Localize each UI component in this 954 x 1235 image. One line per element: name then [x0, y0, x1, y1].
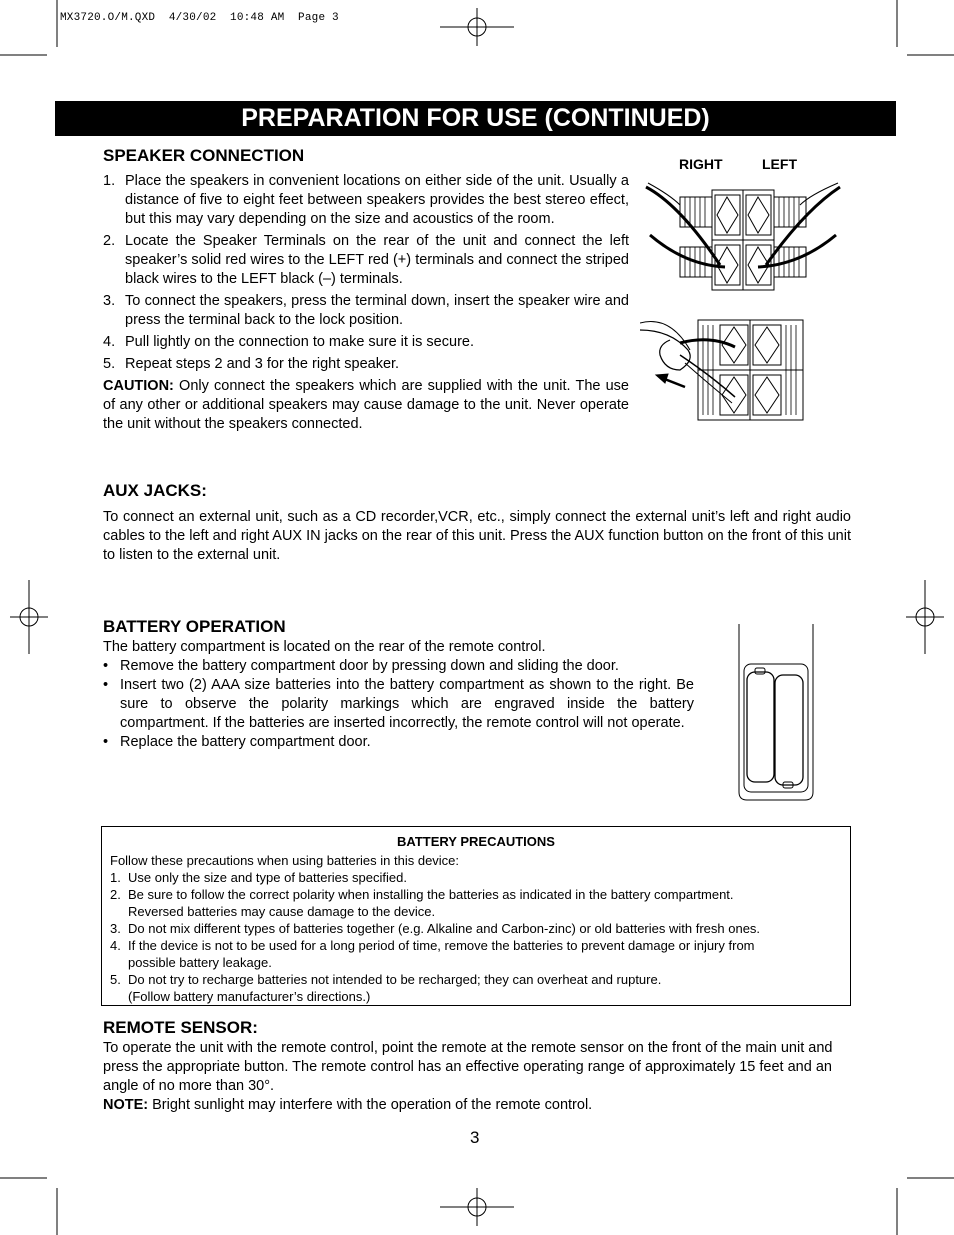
list-item: 2. Locate the Speaker Terminals on the rear of the unit and connect the left speaker’s solid red wires to the LEFT red (+) terminals and connect the striped black wires to the LEFT black (–) terminals.: [103, 233, 629, 287]
list-item: 4. Pull lightly on the connection to make sure it is secure.: [103, 334, 474, 350]
list-item: 3. Do not mix different types of batteries together (e.g. Alkaline and Carbon-zinc) or old batteries with fresh ones.: [110, 921, 761, 936]
page-number: 3: [470, 1128, 480, 1147]
precautions-title: BATTERY PRECAUTIONS: [397, 834, 555, 849]
remote-section: [103, 1018, 851, 1115]
speaker-steps: [103, 172, 629, 374]
speaker-heading: SPEAKER CONNECTION: [103, 146, 305, 165]
list-item: 3. To connect the speakers, press the terminal down, insert the speaker wire and press the terminal back to the lock position.: [103, 293, 629, 328]
caution-label: CAUTION:: [103, 378, 174, 394]
note-label: NOTE:: [103, 1097, 149, 1113]
remote-paragraph: To operate the unit with the remote control, point the remote at the remote sensor on the front of the main unit and press the appropriate button. The remote control has an effective operating range of approximately 15 feet and an angle of no more than 30°.: [103, 1040, 833, 1094]
precautions-intro: Follow these precautions when using batteries in this device:: [110, 853, 460, 868]
list-item: 5. Do not try to recharge batteries not intended to be recharged; they can overheat and rupture. (Follow battery manufacturer’s directions.): [110, 972, 662, 1004]
list-item: 1. Use only the size and type of batteries specified.: [110, 870, 407, 885]
aux-heading: AUX JACKS:: [103, 481, 207, 500]
list-item: • Replace the battery compartment door.: [103, 734, 371, 750]
list-item: 1. Place the speakers in convenient locations on either side of the unit. Usually a distance of five to eight feet between speakers provides the best stereo effect, but this may vary depending on the size and acoustics of the room.: [103, 173, 629, 227]
battery-section: [103, 617, 694, 752]
speaker-wiring-diagram: [640, 175, 850, 425]
aux-paragraph: To connect an external unit, such as a CD recorder,VCR, etc., simply connect the external unit’s left and right audio cables to the left and right AUX IN jacks on the rear of this unit. Press the AUX function button on the front of this unit to listen to the external unit.: [103, 509, 851, 563]
list-item: 2. Be sure to follow the correct polarity when installing the batteries as indicated in the battery compartment. Reversed batteries may cause damage to the device.: [110, 887, 734, 919]
list-item: 5. Repeat steps 2 and 3 for the right speaker.: [103, 356, 400, 372]
list-item: • Insert two (2) AAA size batteries into the battery compartment as shown to the right. Be sure to observe the polarity markings which are engraved inside the battery compartment. If the batteries are inserted incorrectly, the remote control will not operate.: [103, 677, 694, 731]
remote-heading: REMOTE SENSOR:: [103, 1018, 258, 1037]
remote-battery-illustration: [735, 622, 820, 804]
battery-intro: The battery compartment is located on the rear of the remote control.: [103, 639, 546, 655]
aux-section: [103, 481, 851, 565]
list-item: • Remove the battery compartment door by pressing down and sliding the door.: [103, 658, 619, 674]
diagram-label-right: RIGHT: [679, 156, 723, 172]
caution-paragraph: CAUTION: Only connect the speakers which are supplied with the unit. The use of any other or additional speakers may cause damage to the unit. Never operate the unit without the speakers connected.: [103, 378, 629, 432]
note-paragraph: NOTE: Bright sunlight may interfere with the operation of the remote control.: [103, 1097, 593, 1113]
file-slug: MX3720.O/M.QXD 4/30/02 10:48 AM Page 3: [60, 12, 339, 24]
list-item: 4. If the device is not to be used for a long period of time, remove the batteries to prevent damage or injury from possible battery leakage.: [110, 938, 755, 970]
precautions-list: [110, 869, 850, 1005]
battery-bullets: [103, 657, 694, 752]
speaker-section: [103, 146, 629, 434]
battery-heading: BATTERY OPERATION: [103, 617, 286, 636]
battery-precautions-box: [101, 826, 851, 1006]
diagram-label-left: LEFT: [762, 156, 797, 172]
page-title: PREPARATION FOR USE (CONTINUED): [55, 101, 896, 136]
